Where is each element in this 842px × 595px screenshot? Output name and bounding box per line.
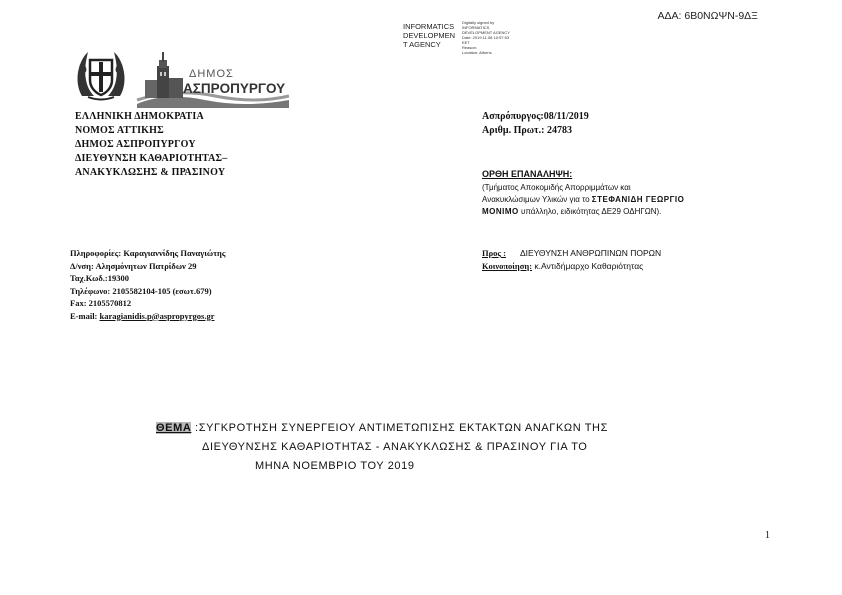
logo-aspropyrgos-text: ΑΣΠΡΟΠΥΡΓΟΥ	[183, 81, 286, 96]
info-label: Πληροφορίες:	[70, 248, 124, 258]
to-label: Προς :	[482, 248, 506, 258]
info-line	[70, 260, 225, 273]
info-value: Καραγιαννίδης Παναγιώτης	[123, 248, 226, 258]
info-label: Fax:	[70, 298, 89, 308]
email-link[interactable]: karagianidis.p@aspropyrgos.gr	[99, 310, 215, 321]
contact-info	[70, 247, 225, 322]
issuer-header	[75, 110, 227, 180]
header-line: ΕΛΛΗΝΙΚΗ ΔΗΜΟΚΡΑΤΙΑ	[75, 111, 204, 122]
signature-detail: DEVELOPMENT AGENCY	[462, 30, 510, 35]
greek-coat-of-arms-icon	[74, 50, 128, 102]
recipients-block	[482, 247, 661, 273]
subject-text: :ΣΥΓΚΡΟΤΗΣΗ ΣΥΝΕΡΓΕΙΟΥ ΑΝΤΙΜΕΤΩΠΙΣΗΣ ΕΚΤΑΚΤΩΝ ΑΝΑΓΚΩΝ ΤΗΣ	[191, 422, 608, 434]
header-line: ΔΗΜΟΣ ΑΣΠΡΟΠΥΡΓΟΥ	[75, 139, 196, 150]
correct-repetition-body	[482, 182, 772, 218]
repeat-text: Ανακυκλώσιμων Υλικών για το	[482, 195, 592, 204]
info-line	[70, 272, 225, 285]
info-label: Τηλέφωνο:	[70, 285, 113, 296]
page-number: 1	[765, 530, 770, 541]
subject-line: ΔΙΕΥΘΥΝΣΗΣ ΚΑΘΑΡΙΟΤΗΤΑΣ - ΑΝΑΚΥΚΛΩΣΗΣ & ΠΡΑΣΙΝΟΥ ΓΙΑ ΤΟ	[202, 441, 588, 453]
repeat-line	[482, 194, 772, 206]
ada-code: ΑΔΑ: 6Β0ΝΩΨΝ-9ΔΞ	[657, 10, 758, 22]
signature-line: T AGENCY	[403, 40, 441, 49]
repeat-text: υπάλληλο, ειδικότητας ΔΕ29 ΟΔΗΓΩΝ).	[518, 207, 662, 216]
repeat-line	[482, 206, 772, 218]
info-value: 2105582104-105 (εσωτ.679)	[112, 285, 212, 296]
signature-detail: Reason:	[462, 45, 477, 50]
cc-line	[482, 260, 661, 273]
signature-line: DEVELOPMEN	[403, 31, 456, 40]
signature-detail: Date: 2019.11.08 10:57:53	[462, 35, 510, 40]
info-value: 2105570812	[88, 298, 132, 308]
to-value: ΔΙΕΥΘΥΝΣΗ ΑΝΘΡΩΠΙΝΩΝ ΠΟΡΩΝ	[519, 248, 662, 258]
document-date: Ασπρόπυργος:08/11/2019	[482, 111, 589, 122]
signature-line: INFORMATICS	[403, 22, 455, 31]
cc-label: Κοινοποίηση:	[482, 261, 533, 271]
correct-repetition-title: ΟΡΘΗ ΕΠΑΝΑΛΗΨΗ:	[482, 169, 573, 179]
info-line	[70, 285, 225, 298]
header-line: ΑΝΑΚΥΚΛΩΣΗΣ & ΠΡΑΣΙΝΟΥ	[75, 167, 226, 178]
signature-detail: Digitally signed by	[462, 20, 495, 25]
info-value: 19300	[107, 273, 129, 283]
to-line	[482, 247, 661, 260]
info-value: Αλησμόνητων Πατρίδων 29	[95, 260, 197, 271]
subject-label: ΘΕΜΑ	[156, 422, 192, 434]
subject-line	[156, 422, 608, 434]
logo-dimos-text: ΔΗΜΟΣ	[189, 68, 234, 80]
info-line	[70, 247, 225, 260]
protocol-number: Αριθμ. Πρωτ.: 24783	[482, 125, 572, 136]
info-label: E-mail:	[70, 310, 100, 321]
repeat-line: (Τμήματος Αποκομιδής Απορριμμάτων και	[482, 183, 631, 192]
employee-status: ΜΟΝΙΜΟ	[482, 207, 519, 216]
header-line: ΔΙΕΥΘΥΝΣΗ ΚΑΘΑΡΙΟΤΗΤΑΣ–	[75, 153, 228, 164]
digital-signature-name	[403, 22, 455, 49]
subject-block	[156, 419, 716, 476]
signature-detail: EET	[462, 40, 470, 45]
employee-name: ΣΤΕΦΑΝΙΔΗ ΓΕΩΡΓΙΟ	[591, 195, 685, 204]
info-label: Ταχ.Κωδ.:	[70, 273, 108, 283]
digital-signature-details	[462, 20, 510, 55]
cc-value: κ.Αντιδήμαρχο Καθαριότητας	[532, 261, 644, 271]
header-line: ΝΟΜΟΣ ΑΤΤΙΚΗΣ	[75, 125, 164, 136]
subject-line: ΜΗΝΑ ΝΟΕΜΒΡΙΟ ΤΟΥ 2019	[255, 460, 415, 472]
info-line	[70, 310, 225, 323]
signature-detail: Location: Athens	[462, 50, 492, 55]
signature-detail: INFORMATICS	[462, 25, 490, 30]
info-line	[70, 297, 225, 310]
municipality-logo	[135, 50, 291, 108]
info-label: Δ/νση:	[70, 260, 96, 271]
date-protocol-block	[482, 110, 589, 138]
